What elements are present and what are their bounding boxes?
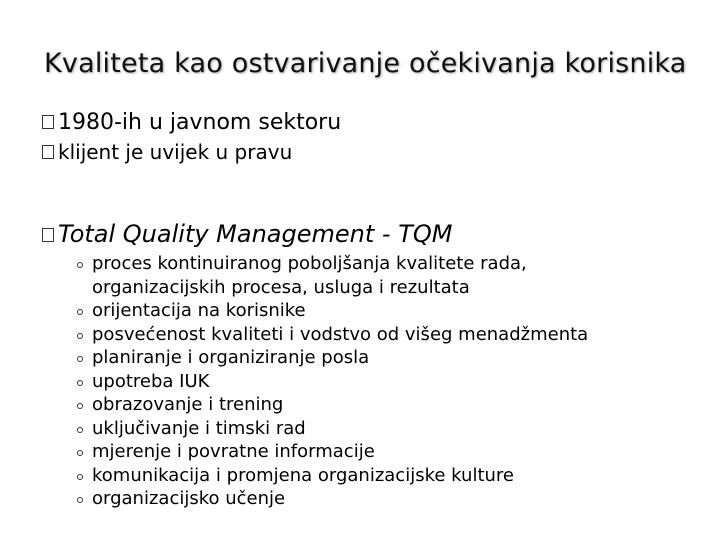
bullet-text: 1980-ih u javnom sektoru [58,110,342,135]
bullet-text: klijent je uvijek u pravu [58,140,293,164]
bullet-text: Total Quality Management - TQM [58,220,453,248]
list-item: obrazovanje i trening [76,393,696,417]
checkbox-bullet-icon [42,145,54,159]
bullet-klijent [42,140,292,164]
list-item: posvećenost kvaliteti i vodstvo od višeg menadžmenta [76,323,696,347]
list-item: uključivanje i timski rad [76,417,696,441]
list-item: proces kontinuiranog poboljšanja kvalitete rada, organizacijskih procesa, usluga i rezultata [76,252,592,299]
list-item: organizacijsko učenje [76,487,696,511]
list-item: orijentacija na korisnike [76,299,696,323]
tqm-subitem-list [76,252,696,511]
slide-title: Kvaliteta kao ostvarivanje očekivanja korisnika [44,48,687,79]
list-item: planiranje i organiziranje posla [76,346,696,370]
bullet-1980 [42,110,341,135]
bullet-tqm [42,220,452,248]
checkbox-bullet-icon [42,115,54,129]
list-item: mjerenje i povratne informacije [76,440,696,464]
list-item: upotreba IUK [76,370,696,394]
checkbox-bullet-icon [42,228,54,242]
list-item: komunikacija i promjena organizacijske kulture [76,464,696,488]
